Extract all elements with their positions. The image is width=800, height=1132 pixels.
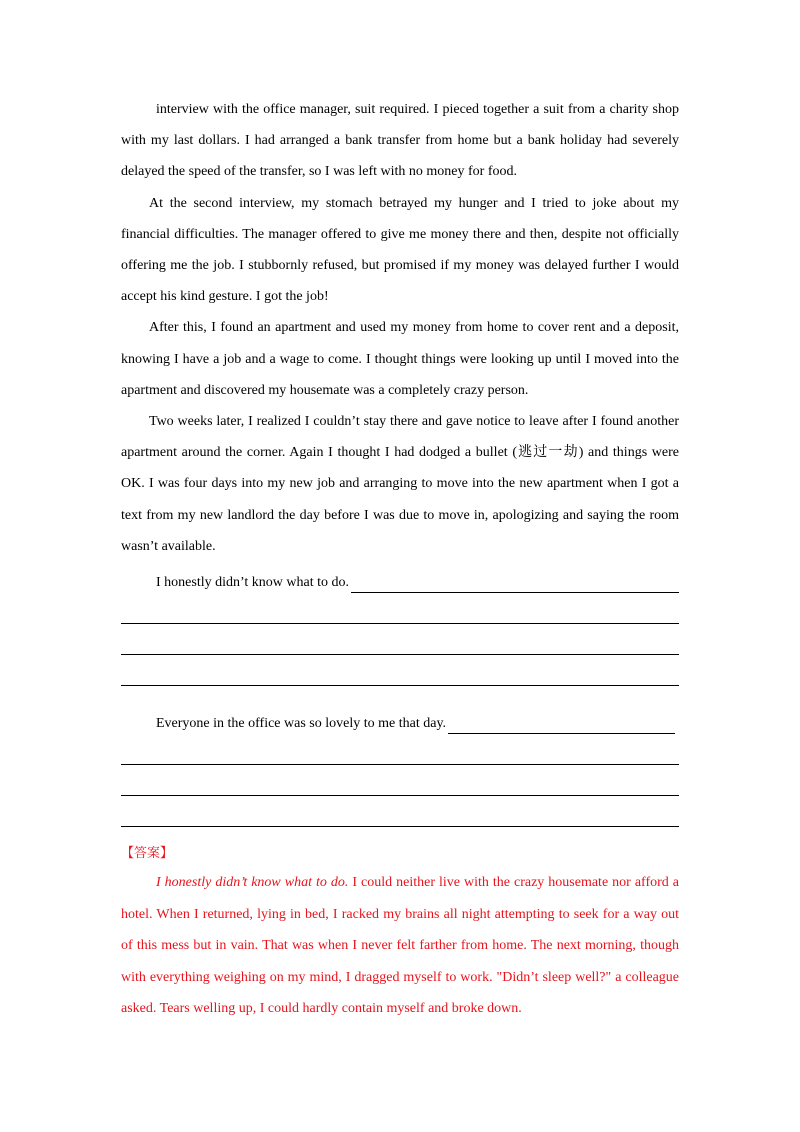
answer-line[interactable] [121, 765, 679, 796]
answer-line[interactable] [351, 574, 679, 593]
continuation-prompt-2 [121, 703, 679, 734]
prompt-1-text: I honestly didn’t know what to do. [156, 575, 350, 591]
passage-paragraph-4: Two weeks later, I realized I couldn’t stay there and gave notice to leave after I found another apartment around the corner. Again I thought I had dodged a bullet (逃过一劫) and things were OK. I was four days into my new job and arranging to move into the new apartment when I got a text from my new landlord the day before I was due to move in, apologizing and saying the room wasn’t available. [121, 414, 679, 554]
answer-paragraph [121, 867, 679, 1025]
spacer [121, 686, 679, 703]
passage-paragraph-2: At the second interview, my stomach betrayed my hunger and I tried to joke about my financial difficulties. The manager offered to give me money there and then, despite not officially offering me the job. I stubbornly refused, but promised if my money was delayed further I would accept his kind gesture. I got the job! [121, 195, 679, 305]
answer-line[interactable] [121, 593, 679, 624]
answer-heading: 【答案】 [121, 846, 174, 862]
answer-lead-sentence: I honestly didn’t know what to do. [156, 875, 349, 891]
prompt-2-text: Everyone in the office was so lovely to me that day. [156, 716, 447, 732]
answer-line[interactable] [121, 624, 679, 655]
passage-paragraph-1: interview with the office manager, suit required. I pieced together a suit from a charity shop with my last dollars. I had arranged a bank transfer from home but a bank holiday had severely delayed the speed of the transfer, so I was left with no money for food. [121, 102, 679, 180]
answer-body: I could neither live with the crazy housemate nor afford a hotel. When I returned, lying in bed, I racked my brains all night attempting to seek for a way out of this mess but in vain. That was when I never felt farther from home. The next morning, though with everything weighing on my mind, I dragged myself to work. "Didn’t sleep well?" a colleague asked. Tears welling up, I could hardly contain myself and broke down. [121, 875, 679, 1017]
answer-line[interactable] [121, 655, 679, 686]
document-page [121, 94, 679, 1025]
passage-paragraph-3: After this, I found an apartment and used my money from home to cover rent and a deposit, knowing I have a job and a wage to come. I thought things were looking up until I moved into the apartment and discovered my housemate was a completely crazy person. [121, 320, 679, 398]
answer-line[interactable] [121, 734, 679, 765]
answer-line[interactable] [121, 796, 679, 827]
answer-line[interactable] [448, 715, 675, 734]
continuation-prompt-1 [121, 562, 679, 593]
